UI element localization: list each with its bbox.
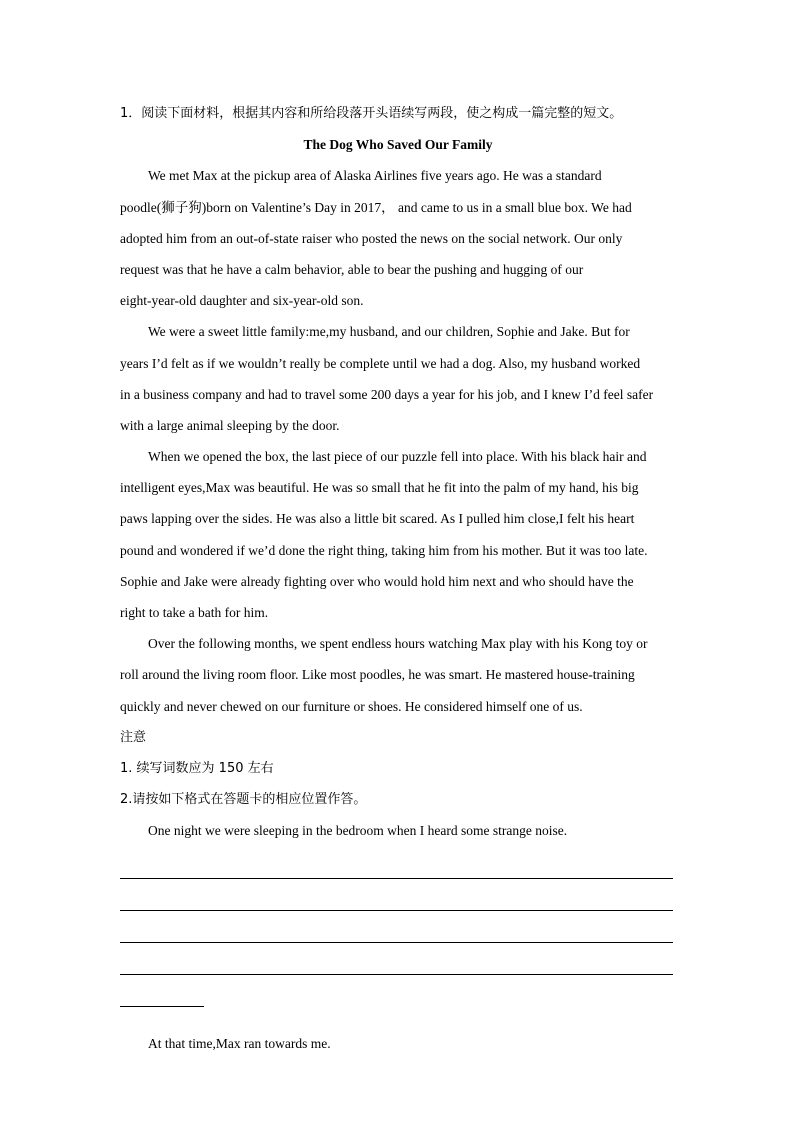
- paragraph-line: eight-year-old daughter and six-year-old son.: [120, 293, 364, 309]
- paragraph-line: We met Max at the pickup area of Alaska Airlines five years ago. He was a standard: [148, 168, 602, 184]
- spacer: [120, 1007, 676, 1028]
- paragraph-line: Over the following months, we spent endless hours watching Max play with his Kong toy or: [148, 636, 648, 652]
- paragraph-3: [120, 441, 676, 628]
- continuation-prompt-2: At that time,Max ran towards me.: [148, 1036, 331, 1052]
- answer-line: [120, 847, 673, 879]
- answer-line: [120, 911, 673, 943]
- paragraph-line: with a large animal sleeping by the door.: [120, 417, 340, 433]
- continuation-prompt-1: One night we were sleeping in the bedroom when I heard some strange noise.: [148, 823, 568, 839]
- paragraph-line: Sophie and Jake were already fighting over who would hold him next and who should have the: [120, 573, 634, 589]
- answer-lines: [120, 847, 676, 1008]
- paragraph-line: adopted him from an out-of-state raiser who posted the news on the social network. Our only: [120, 230, 623, 246]
- answer-line: [120, 943, 673, 975]
- document-page: [120, 98, 676, 1060]
- paragraph-line: pound and wondered if we’d done the right thing, taking him from his mother. But it was too late.: [120, 542, 648, 558]
- note-item: 2.请按如下格式在答题卡的相应位置作答。: [120, 792, 367, 808]
- paragraph-2: [120, 316, 676, 441]
- paragraph-1: [120, 160, 676, 316]
- paragraph-line: request was that he have a calm behavior, able to bear the pushing and hugging of our: [120, 261, 584, 277]
- passage-title: The Dog Who Saved Our Family: [303, 137, 493, 153]
- paragraph-line: poodle(狮子狗)born on Valentine’s Day in 2017， and came to us in a small blue box. We had: [120, 199, 632, 215]
- answer-line-short: [120, 975, 204, 1007]
- note-item: 1. 续写词数应为 150 左右: [120, 760, 274, 776]
- paragraph-line: paws lapping over the sides. He was also a little bit scared. As I pulled him close,I felt his heart: [120, 511, 635, 527]
- paragraph-line: We were a sweet little family:me,my husband, and our children, Sophie and Jake. But for: [148, 324, 630, 340]
- paragraph-line: years I’d felt as if we wouldn’t really be complete until we had a dog. Also, my husband worked: [120, 355, 641, 371]
- question-instruction: 1．阅读下面材料，根据其内容和所给段落开头语续写两段，使之构成一篇完整的短文。: [120, 106, 623, 121]
- paragraph-line: roll around the living room floor. Like most poodles, he was smart. He mastered house-training: [120, 667, 635, 683]
- notes-heading: 注意: [120, 729, 147, 745]
- paragraph-line: When we opened the box, the last piece of our puzzle fell into place. With his black hair and: [148, 449, 647, 465]
- paragraph-4: [120, 628, 676, 722]
- paragraph-line: intelligent eyes,Max was beautiful. He was so small that he fit into the palm of my hand, his big: [120, 480, 639, 496]
- paragraph-line: in a business company and had to travel some 200 days a year for his job, and I knew I’d feel safer: [120, 386, 654, 402]
- answer-line: [120, 879, 673, 911]
- paragraph-line: right to take a bath for him.: [120, 605, 269, 620]
- paragraph-line: quickly and never chewed on our furniture or shoes. He considered himself one of us.: [120, 698, 583, 714]
